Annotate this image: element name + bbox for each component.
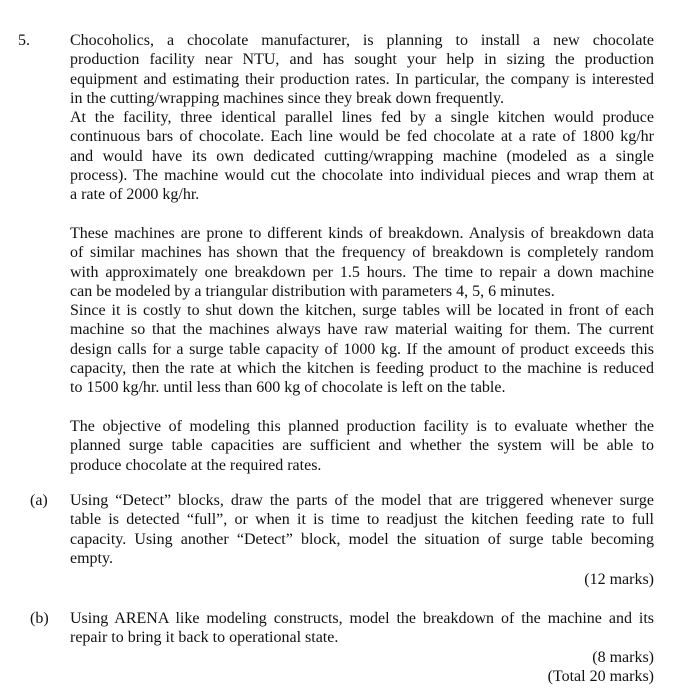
breakdown-line: These machines are prone to different kinds of breakdown. Analysis of breakdown data: [70, 225, 654, 242]
intro-line: Chocoholics, a chocolate manufacturer, is planning to install a new chocolate: [70, 32, 654, 49]
total-marks: (Total 20 marks): [547, 668, 654, 685]
breakdown-line: Since it is costly to shut down the kitchen, surge tables will be located in front of each: [70, 302, 654, 320]
intro-line: At the facility, three identical parallel lines fed by a single kitchen would produce: [70, 109, 654, 127]
objective-paragraph: [70, 417, 654, 475]
part-a-line: table is detected “full”, or when it is time to readjust the kitchen feeding rate to full: [70, 511, 654, 529]
intro-line: equipment and estimating their production rates. In particular, the company is interested: [70, 70, 654, 88]
part-a-line: Using “Detect” blocks, draw the parts of the model that are triggered whenever surge: [70, 492, 654, 509]
breakdown-line: of similar machines has shown that the frequency of breakdown is completely random: [70, 244, 654, 262]
breakdown-line: with approximately one breakdown per 1.5 hours. The time to repair a down machine: [70, 263, 654, 281]
breakdown-line: capacity, then the rate at which the kitchen is feeding product to the machine is reduced: [70, 360, 654, 378]
objective-line: produce chocolate at the required rates.: [70, 456, 322, 474]
breakdown-line: design calls for a surge table capacity of 1000 kg. If the amount of product exceeds this: [70, 340, 654, 358]
breakdown-line: to 1500 kg/hr. until less than 600 kg of chocolate is left on the table.: [70, 379, 506, 397]
intro-line: a rate of 2000 kg/hr.: [70, 186, 200, 204]
part-a-label: (a): [30, 492, 48, 509]
part-a-marks: (12 marks): [584, 571, 654, 588]
part-b-text: [70, 609, 654, 648]
part-a-text: [70, 491, 654, 568]
intro-line: process). The machine would cut the chocolate into individual pieces and wrap them at: [70, 167, 654, 185]
intro-line: continuous bars of chocolate. Each line would be fed chocolate at a rate of 1800 kg/hr: [70, 128, 654, 146]
breakdown-line: machine so that the machines always have raw material waiting for them. The current: [70, 321, 654, 339]
question-number: 5.: [18, 32, 30, 49]
part-b-marks: (8 marks): [592, 649, 654, 666]
objective-line: planned surge table capacities are sufficient and whether the system will be able to: [70, 437, 654, 455]
part-a-line: empty.: [70, 549, 113, 567]
intro-line: and would have its own dedicated cutting/wrapping machine (modeled as a single: [70, 147, 654, 165]
part-a-line: capacity. Using another “Detect” block, model the situation of surge table becoming: [70, 530, 654, 548]
objective-line: The objective of modeling this planned production facility is to evaluate whether the: [70, 418, 654, 435]
breakdown-paragraph: [70, 224, 654, 398]
intro-line: production facility near NTU, and has sought your help in sizing the production: [70, 51, 654, 69]
intro-paragraph: [70, 31, 654, 205]
breakdown-line: can be modeled by a triangular distribution with parameters 4, 5, 6 minutes.: [70, 282, 555, 300]
part-b-label: (b): [30, 610, 49, 627]
intro-line: in the cutting/wrapping machines since they break down frequently.: [70, 89, 504, 107]
part-b-line: Using ARENA like modeling constructs, model the breakdown of the machine and its: [70, 610, 654, 627]
part-b-line: repair to bring it back to operational state.: [70, 629, 339, 647]
